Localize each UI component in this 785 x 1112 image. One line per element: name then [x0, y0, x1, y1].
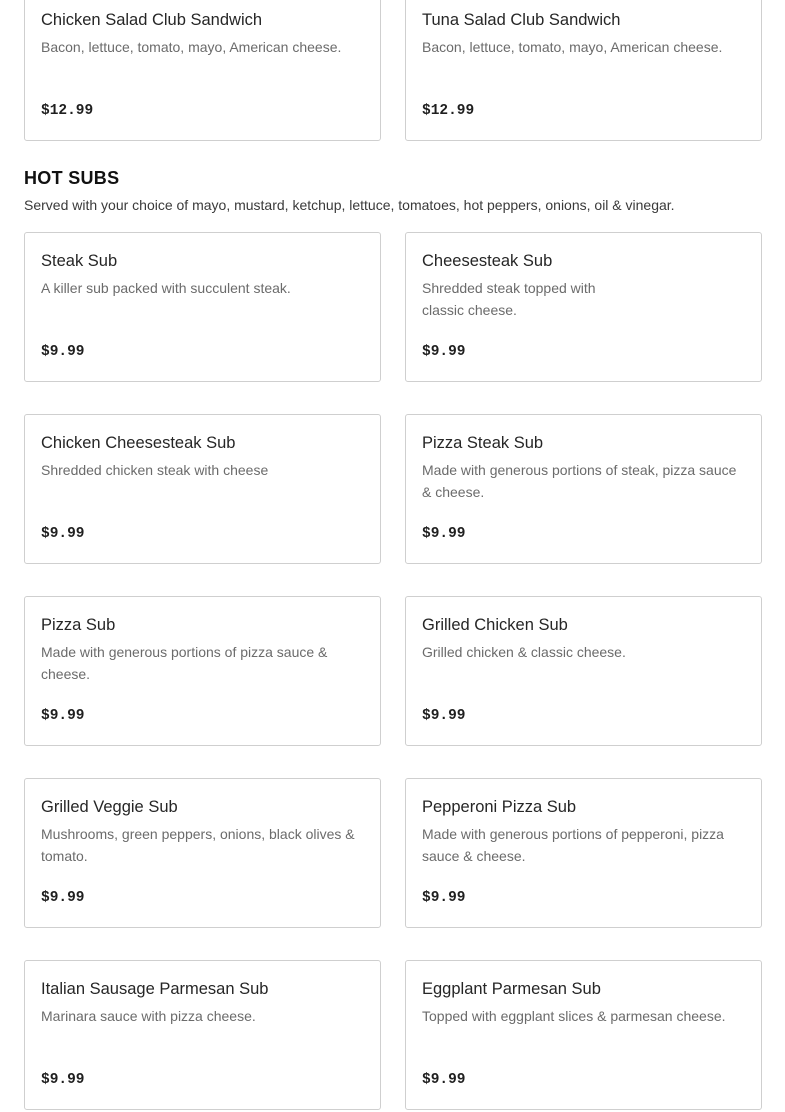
- menu-item-card[interactable]: [405, 596, 762, 746]
- menu-item-description: Topped with eggplant slices & parmesan cheese.: [422, 1008, 726, 1024]
- menu-item-name: Steak Sub: [41, 252, 118, 270]
- menu-item-card[interactable]: [405, 778, 762, 928]
- menu-item-card[interactable]: [405, 414, 762, 564]
- menu-item-description: Mushrooms, green peppers, onions, black olives & tomato.: [41, 826, 355, 864]
- section-description: Served with your choice of mayo, mustard, ketchup, lettuce, tomatoes, hot peppers, onions, oil & vinegar.: [24, 197, 675, 213]
- menu-item-price: $12.99: [422, 103, 475, 119]
- menu-item-name: Italian Sausage Parmesan Sub: [41, 980, 269, 998]
- menu-item-card[interactable]: [405, 232, 762, 382]
- menu-item-description: Shredded chicken steak with cheese: [41, 462, 269, 478]
- menu-item-card[interactable]: [24, 596, 381, 746]
- menu-item-name: Cheesesteak Sub: [422, 252, 553, 270]
- menu-item-name: Pepperoni Pizza Sub: [422, 798, 577, 816]
- menu-item-card[interactable]: [24, 960, 381, 1110]
- menu-item-card[interactable]: [405, 0, 762, 141]
- menu-item-name: Grilled Chicken Sub: [422, 616, 568, 634]
- menu-item-name: Chicken Cheesesteak Sub: [41, 434, 236, 452]
- menu-item-name: Pizza Sub: [41, 616, 116, 634]
- menu-item-description: Bacon, lettuce, tomato, mayo, American cheese.: [422, 39, 723, 55]
- menu-item-price: $9.99: [422, 890, 466, 906]
- menu-item-price: $9.99: [422, 1072, 466, 1088]
- menu-item-price: $9.99: [41, 708, 85, 724]
- menu-item-price: $9.99: [422, 708, 466, 724]
- menu-item-price: $12.99: [41, 103, 94, 119]
- menu-item-description: Grilled chicken & classic cheese.: [422, 644, 626, 660]
- menu-item-name: Grilled Veggie Sub: [41, 798, 178, 816]
- menu-item-price: $9.99: [41, 526, 85, 542]
- menu-item-description: Made with generous portions of pizza sauce & cheese.: [41, 644, 328, 682]
- menu-item-price: $9.99: [422, 526, 466, 542]
- menu-item-price: $9.99: [41, 1072, 85, 1088]
- menu-item-description: Marinara sauce with pizza cheese.: [41, 1008, 256, 1024]
- menu-item-description: A killer sub packed with succulent steak.: [41, 280, 291, 296]
- menu-item-description: Made with generous portions of steak, pizza sauce & cheese.: [422, 462, 737, 500]
- menu-item-price: $9.99: [422, 344, 466, 360]
- menu-item-card[interactable]: [24, 0, 381, 141]
- menu-item-price: $9.99: [41, 344, 85, 360]
- section-title: HOT SUBS: [24, 168, 120, 188]
- menu-item-description: Bacon, lettuce, tomato, mayo, American cheese.: [41, 39, 342, 55]
- menu-item-price: $9.99: [41, 890, 85, 906]
- menu-item-card[interactable]: [24, 232, 381, 382]
- menu-item-card[interactable]: [24, 778, 381, 928]
- menu-item-name: Tuna Salad Club Sandwich: [422, 11, 621, 29]
- menu-item-card[interactable]: [24, 414, 381, 564]
- menu-item-description: Shredded steak topped with classic cheese.: [422, 280, 596, 318]
- menu-item-name: Chicken Salad Club Sandwich: [41, 11, 263, 29]
- menu-item-name: Pizza Steak Sub: [422, 434, 544, 452]
- menu-item-name: Eggplant Parmesan Sub: [422, 980, 601, 998]
- menu-item-description: Made with generous portions of pepperoni, pizza sauce & cheese.: [422, 826, 724, 864]
- menu-item-card[interactable]: [405, 960, 762, 1110]
